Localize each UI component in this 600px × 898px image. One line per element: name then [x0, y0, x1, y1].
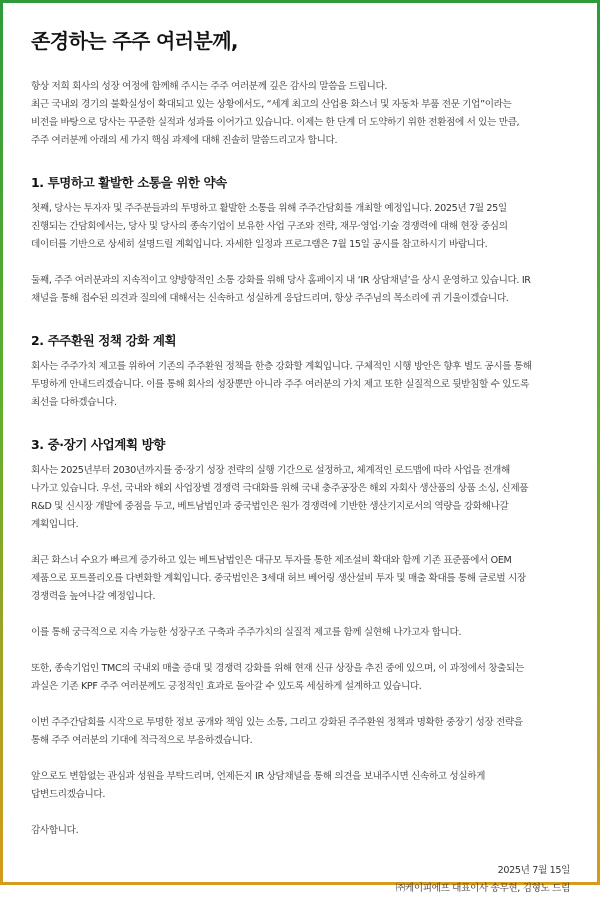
text-line: 경쟁력을 높여나갈 예정입니다. [31, 591, 156, 602]
closing-thanks: 감사합니다. [31, 825, 79, 836]
text-line: 나가고 있습니다. 우선, 국내와 해외 사업장별 경쟁력 극대화를 위해 국내 충주공장은 해외 자회사 생산품의 상품 소싱, 신제품 [31, 483, 529, 494]
text-line: 이번 주주간담회를 시작으로 투명한 정보 공개와 책임 있는 소통, 그리고 강화된 주주환원 정책과 명확한 중장기 성장 전략을 [31, 717, 523, 728]
text-line: 진행되는 간담회에서는, 당사 및 당사의 종속기업이 보유한 사업 구조와 전략, 재무·영업·기술 경쟁력에 대해 현장 중심의 [31, 221, 508, 232]
text-line: 또한, 종속기업인 TMC의 국내외 매출 증대 및 경쟁력 강화를 위해 현재 신규 상장을 추진 중에 있으며, 이 과정에서 창출되는 [31, 663, 524, 674]
signature-signer: ㈜케이피에프 대표이사 송무현, 김형노 드림 [395, 883, 570, 894]
closing-paragraph-1 [31, 714, 570, 750]
text-line: 첫째, 당사는 투자자 및 주주분들과의 투명하고 활발한 소통을 위해 주주간담회를 개최할 예정입니다. 2025년 7월 25일 [31, 203, 507, 214]
closing-paragraph-2 [31, 768, 570, 804]
text-line: 주주 여러분께 아래의 세 가지 핵심 과제에 대해 진솔히 말씀드리고자 합니다. [31, 135, 338, 146]
section-3-paragraph-4 [31, 660, 570, 696]
section-2-paragraph-1 [31, 358, 570, 412]
text-line: 답변드리겠습니다. [31, 789, 106, 800]
text-line: 데이터를 기반으로 상세히 설명드릴 계획입니다. 자세한 일정과 프로그램은 7월 15일 공시를 참고하시기 바랍니다. [31, 239, 488, 250]
signature-block [31, 862, 570, 898]
section-1-paragraph-2 [31, 272, 570, 308]
section-1-paragraph-1 [31, 200, 570, 254]
section-3-paragraph-1 [31, 462, 570, 534]
text-line: 통해 주주 여러분의 기대에 적극적으로 부응하겠습니다. [31, 735, 253, 746]
section-3-title: 3. 중·장기 사업계획 방향 [31, 437, 165, 452]
section-2-title: 2. 주주환원 정책 강화 계획 [31, 333, 177, 348]
text-line: 둘째, 주주 여러분과의 지속적이고 양방향적인 소통 강화를 위해 당사 홈페이지 내 ‘IR 상담채널’을 상시 운영하고 있습니다. IR [31, 275, 531, 286]
section-3-paragraph-2 [31, 552, 570, 606]
letter-sheet [3, 3, 597, 894]
text-line: 비전을 바탕으로 당사는 꾸준한 실적과 성과를 이어가고 있습니다. 이제는 한 단계 더 도약하기 위한 전환점에 서 있는 만큼, [31, 117, 520, 128]
text-line: R&D 및 신시장 개발에 중점을 두고, 베트남법인과 중국법인은 원가 경쟁력에 기반한 생산기지로서의 역량을 강화해나갈 [31, 501, 509, 512]
text-line: 과실은 기존 KPF 주주 여러분께도 긍정적인 효과로 돌아갈 수 있도록 세심하게 설계하고 있습니다. [31, 681, 422, 692]
text-line: 이를 통해 궁극적으로 지속 가능한 성장구조 구축과 주주가치의 실질적 제고를 함께 실현해 나가고자 합니다. [31, 627, 462, 638]
greeting-heading: 존경하는 주주 여러분께, [31, 29, 238, 53]
signature-date: 2025년 7월 15일 [497, 865, 570, 876]
section-1-title: 1. 투명하고 활발한 소통을 위한 약속 [31, 175, 227, 190]
text-line: 회사는 주주가치 제고를 위하여 기존의 주주환원 정책을 한층 강화할 계획입니다. 구체적인 시행 방안은 향후 별도 공시를 통해 [31, 361, 532, 372]
text-line: 투명하게 안내드리겠습니다. 이를 통해 회사의 성장뿐만 아니라 주주 여러분의 가치 제고 또한 실질적으로 뒷받침할 수 있도록 [31, 379, 529, 390]
text-line: 최근 화스너 수요가 빠르게 증가하고 있는 베트남법인은 대규모 투자를 통한 제조설비 확대와 함께 기존 표준품에서 OEM [31, 555, 512, 566]
text-line: 항상 저희 회사의 성장 여정에 함께해 주시는 주주 여러분께 깊은 감사의 말씀을 드립니다. [31, 81, 388, 92]
text-line: 채널을 통해 접수된 의견과 질의에 대해서는 신속하고 성실하게 응답드리며, 항상 주주님의 목소리에 귀 기울이겠습니다. [31, 293, 509, 304]
text-line: 회사는 2025년부터 2030년까지를 중·장기 성장 전략의 실행 기간으로 설정하고, 체계적인 로드맵에 따라 사업을 전개해 [31, 465, 510, 476]
text-line: 최근 국내외 경기의 불확실성이 확대되고 있는 상황에서도, “세계 최고의 산업용 화스너 및 자동차 부품 전문 기업”이라는 [31, 99, 512, 110]
text-line: 최선을 다하겠습니다. [31, 397, 117, 408]
text-line: 계획입니다. [31, 519, 79, 530]
intro-paragraph [31, 78, 570, 150]
section-3-paragraph-3 [31, 624, 570, 642]
text-line: 앞으로도 변함없는 관심과 성원을 부탁드리며, 언제든지 IR 상담채널을 통해 의견을 보내주시면 신속하고 성실하게 [31, 771, 486, 782]
text-line: 제품으로 포트폴리오를 다변화할 계획입니다. 중국법인은 3세대 허브 베어링 생산설비 투자 및 매출 확대를 통해 글로벌 시장 [31, 573, 526, 584]
